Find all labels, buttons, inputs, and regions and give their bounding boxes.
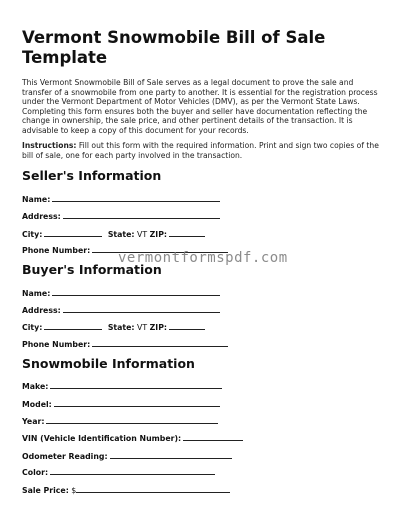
buyer-address-line[interactable] <box>63 304 220 313</box>
sale-price-label: Sale Price: <box>22 486 69 495</box>
seller-address-line[interactable] <box>63 210 220 219</box>
year-line[interactable] <box>46 415 218 424</box>
seller-city-label: City: <box>22 230 43 239</box>
seller-phone-label: Phone Number: <box>22 246 91 255</box>
buyer-zip-line[interactable] <box>169 321 205 330</box>
buyer-name-line[interactable] <box>52 287 220 296</box>
buyer-city-line[interactable] <box>44 321 102 330</box>
instructions-label: Instructions: <box>22 141 77 150</box>
snowmobile-heading: Snowmobile Information <box>22 356 195 371</box>
sale-price-field <box>22 484 230 496</box>
vin-field <box>22 432 243 444</box>
seller-city-state-zip-field <box>22 228 205 240</box>
buyer-city-state-zip-field <box>22 321 205 333</box>
year-label: Year: <box>22 417 45 426</box>
model-field <box>22 398 220 410</box>
make-label: Make: <box>22 382 49 391</box>
instructions-paragraph <box>22 141 380 160</box>
document-title: Vermont Snowmobile Bill of Sale Template <box>22 28 326 67</box>
model-label: Model: <box>22 400 52 409</box>
seller-name-line[interactable] <box>52 193 220 202</box>
seller-address-field <box>22 210 220 222</box>
seller-name-field <box>22 193 220 205</box>
buyer-state-label: State: <box>107 323 135 332</box>
instructions-text: Fill out this form with the required information. Print and sign two copies of the bill of sale, one for each party involved in the transaction. <box>22 141 379 160</box>
make-field <box>22 380 222 392</box>
color-line[interactable] <box>50 466 215 475</box>
seller-state-value: VT <box>137 230 148 239</box>
buyer-phone-line[interactable] <box>92 338 228 347</box>
buyer-phone-field <box>22 338 228 350</box>
buyer-zip-label: ZIP: <box>149 323 168 332</box>
vin-line[interactable] <box>183 432 243 441</box>
buyer-city-label: City: <box>22 323 43 332</box>
seller-zip-label: ZIP: <box>149 230 168 239</box>
make-line[interactable] <box>50 380 222 389</box>
sale-price-line[interactable] <box>76 484 230 493</box>
odometer-field <box>22 450 232 462</box>
seller-city-line[interactable] <box>44 228 102 237</box>
currency-symbol: $ <box>71 486 77 495</box>
seller-state-label: State: <box>107 230 135 239</box>
color-label: Color: <box>22 468 49 477</box>
year-field <box>22 415 218 427</box>
buyer-name-field <box>22 287 220 299</box>
buyer-heading: Buyer's Information <box>22 262 162 277</box>
seller-zip-line[interactable] <box>169 228 205 237</box>
seller-name-label: Name: <box>22 195 51 204</box>
color-field <box>22 466 215 478</box>
vin-label: VIN (Vehicle Identification Number): <box>22 434 182 443</box>
buyer-name-label: Name: <box>22 289 51 298</box>
odometer-label: Odometer Reading: <box>22 452 108 461</box>
buyer-address-field <box>22 304 220 316</box>
seller-address-label: Address: <box>22 212 61 221</box>
buyer-state-value: VT <box>137 323 148 332</box>
model-line[interactable] <box>54 398 220 407</box>
buyer-address-label: Address: <box>22 306 61 315</box>
odometer-line[interactable] <box>110 450 232 459</box>
intro-paragraph: This Vermont Snowmobile Bill of Sale serves as a legal document to prove the sale and transfer of a snowmobile from one party to another. It is essential for the registration process under the Vermont Department of Motor Vehicles (DMV), as per the Vermont State Laws. Completing this form ensures both the buyer and seller have documentation reflecting the change in ownership, the sale price, and other pertinent details of the transaction. It is advisable to keep a copy of this document for your records. <box>22 78 378 135</box>
watermark: vermontformspdf.com <box>118 250 288 266</box>
seller-heading: Seller's Information <box>22 168 162 183</box>
buyer-phone-label: Phone Number: <box>22 340 91 349</box>
